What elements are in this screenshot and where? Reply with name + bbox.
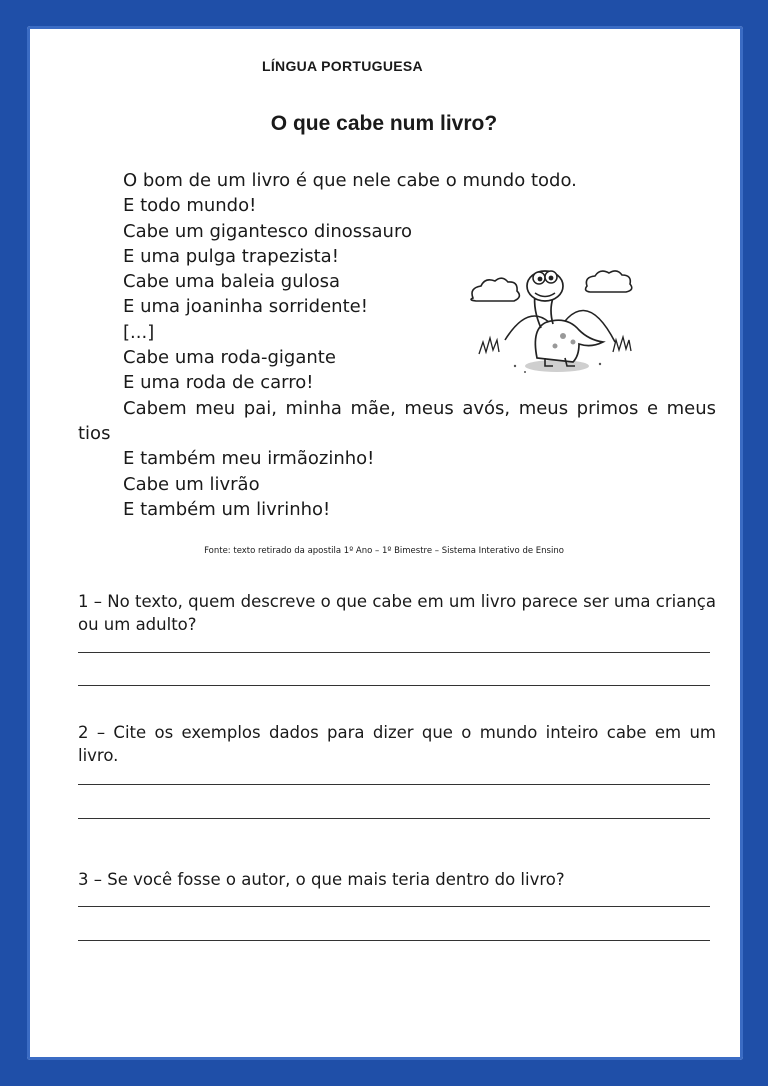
answer-line[interactable] bbox=[78, 940, 710, 941]
question-3: 3 – Se você fosse o autor, o que mais teria dentro do livro? bbox=[78, 870, 565, 889]
poem-line: E todo mundo! bbox=[123, 195, 257, 217]
page-title: O que cabe num livro? bbox=[270, 112, 498, 135]
poem-line: Cabe um livrão bbox=[123, 473, 260, 495]
poem-line: E também um livrinho! bbox=[123, 498, 331, 520]
subject-heading: LÍNGUA PORTUGUESA bbox=[262, 58, 423, 74]
answer-line[interactable] bbox=[78, 818, 710, 819]
answer-line[interactable] bbox=[78, 685, 710, 686]
question-1: 1 – No texto, quem descreve o que cabe em um livro parece ser uma criança ou um adulto? bbox=[78, 592, 716, 634]
answer-line[interactable] bbox=[78, 652, 710, 653]
answer-line[interactable] bbox=[78, 784, 710, 785]
poem-line: [...] bbox=[123, 321, 155, 343]
poem-line: Cabe um gigantesco dinossauro bbox=[123, 220, 412, 242]
poem-line: Cabe uma roda-gigante bbox=[123, 347, 336, 369]
poem-line: Cabe uma baleia gulosa bbox=[123, 271, 341, 293]
poem-line: E uma joaninha sorridente! bbox=[123, 296, 368, 318]
poem-line: E uma roda de carro! bbox=[123, 372, 314, 394]
poem-line: Cabem meu pai, minha mãe, meus avós, meus primos e meus tios bbox=[78, 397, 716, 444]
source-citation: Fonte: texto retirado da apostila 1º Ano – 1º Bimestre – Sistema Interativo de Ensino bbox=[204, 546, 564, 556]
poem-line: E também meu irmãozinho! bbox=[123, 448, 375, 470]
dinosaur-illustration bbox=[465, 262, 640, 382]
answer-line[interactable] bbox=[78, 906, 710, 907]
poem-line: E uma pulga trapezista! bbox=[123, 245, 339, 267]
question-2: 2 – Cite os exemplos dados para dizer que o mundo inteiro cabe em um livro. bbox=[78, 723, 716, 765]
poem-line: O bom de um livro é que nele cabe o mundo todo. bbox=[123, 170, 577, 191]
